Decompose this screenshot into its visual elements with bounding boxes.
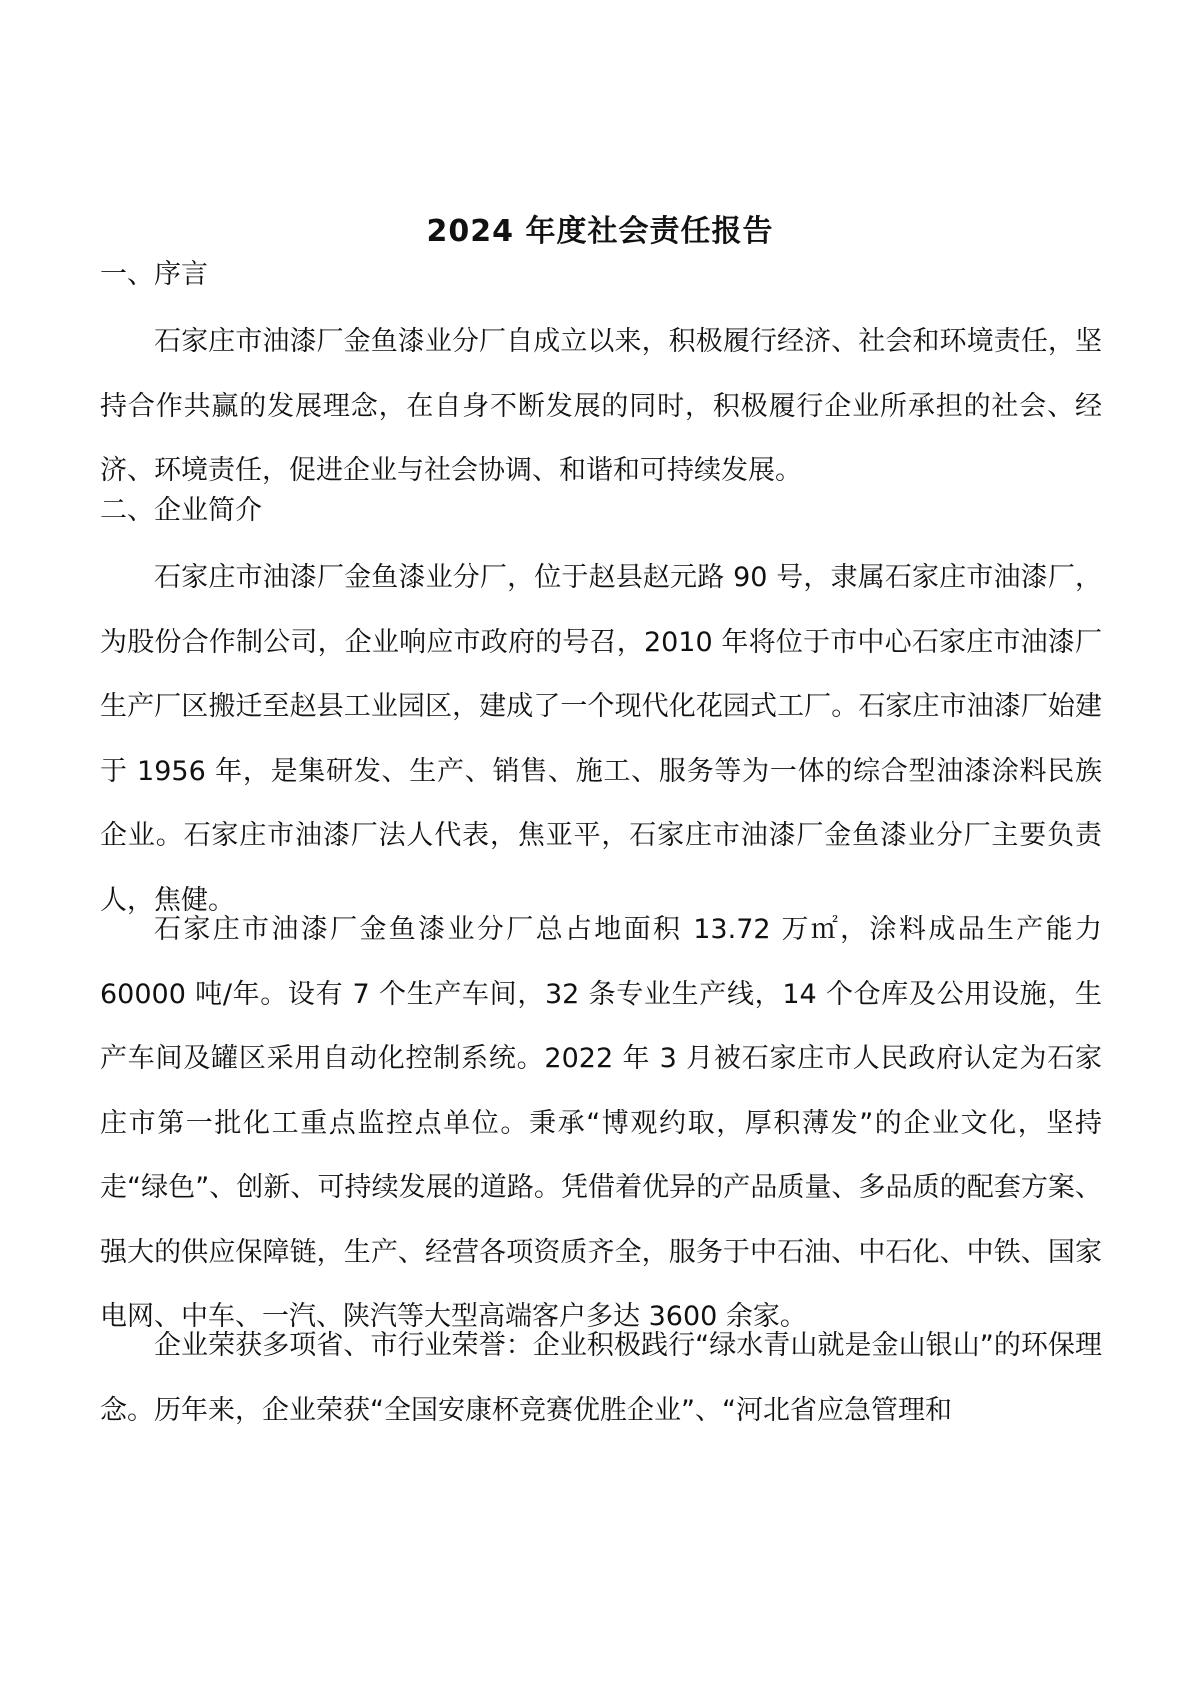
section-heading-company-profile: 二、企业简介 (100, 495, 262, 526)
company-profile-paragraph-3: 企业荣获多项省、市行业荣誉：企业积极践行“绿水青山就是金山银山”的环保理念。历年来，企业荣获“全国安康杯竞赛优胜企业”、“河北省应急管理和 (100, 1330, 1102, 1426)
company-profile-paragraph-1: 石家庄市油漆厂金鱼漆业分厂，位于赵县赵元路 90 号，隶属石家庄市油漆厂，为股份合作制公司，企业响应市政府的号召，2010 年将位于市中心石家庄市油漆厂生产厂区搬迁至赵县工业园区，建成了一个现代化花园式工厂。石家庄市油漆厂始建于 1956 年，是集研发、生产、销售、施工、服务等为一体的综合型油漆涂料民族企业。石家庄市油漆厂法人代表，焦亚平，石家庄市油漆厂金鱼漆业分厂主要负责人，焦健。 (100, 562, 1102, 916)
preface-paragraph: 石家庄市油漆厂金鱼漆业分厂自成立以来，积极履行经济、社会和环境责任，坚持合作共赢的发展理念，在自身不断发展的同时，积极履行企业所承担的社会、经济、环境责任，促进企业与社会协调、和谐和可持续发展。 (100, 326, 1102, 486)
section-heading-preface: 一、序言 (100, 259, 208, 290)
document-title: 2024 年度社会责任报告 (426, 214, 774, 249)
company-profile-paragraph-2: 石家庄市油漆厂金鱼漆业分厂总占地面积 13.72 万㎡，涂料成品生产能力 60000 吨/年。设有 7 个生产车间，32 条专业生产线，14 个仓库及公用设施，生产车间及罐区采用自动化控制系统。2022 年 3 月被石家庄市人民政府认定为石家庄市第一批化工重点监控点单位。秉承“博观约取，厚积薄发”的企业文化，坚持走“绿色”、创新、可持续发展的道路。凭借着优异的产品质量、多品质的配套方案、强大的供应保障链，生产、经营各项资质齐全，服务于中石油、中石化、中铁、国家电网、中车、一汽、陕汽等大型高端客户多达 3600 余家。 (100, 914, 1102, 1332)
